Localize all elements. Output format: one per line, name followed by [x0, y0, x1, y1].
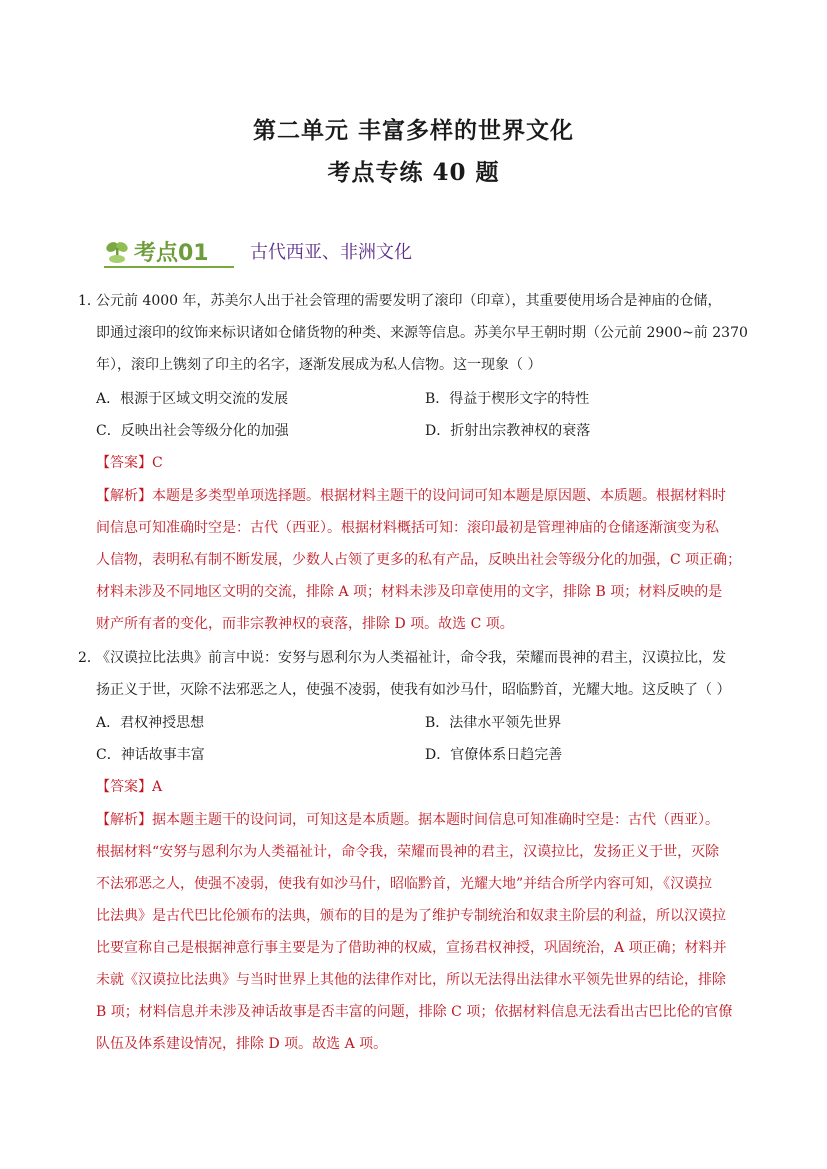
section-heading	[104, 232, 524, 268]
option-c: C．反映出社会等级分化的加强	[96, 423, 289, 439]
analysis-line: B 项；材料信息并未涉及神话故事是否丰富的问题，排除 C 项；依据材料信息无法看出古巴比伦的官僚	[96, 1004, 733, 1020]
analysis-line: 人信物，表明私有制不断发展，少数人占领了更多的私有产品，反映出社会等级分化的加强，C 项正确；	[96, 552, 742, 568]
analysis-line: 【解析】据本题主题干的设问词，可知这是本质题。据本题时间信息可知准确时空是：古代（西亚）。	[96, 812, 719, 828]
section-title: 古代西亚、非洲文化	[250, 242, 412, 263]
analysis-line: 比法典》是古代巴比伦颁布的法典，颁布的目的是为了维护专制统治和奴隶主阶层的利益，所以汉谟拉	[96, 908, 726, 924]
analysis-line: 【解析】本题是多类型单项选择题。根据材料主题干的设问词可知本题是原因题、本质题。根据材料时	[96, 488, 726, 504]
question-stem-line: 公元前 4000 年，苏美尔人出于社会管理的需要发明了滚印（印章），其重要使用场合是神庙的仓储，	[96, 293, 722, 309]
option-a: A．君权神授思想	[96, 715, 205, 731]
analysis-line: 未就《汉谟拉比法典》与当时世界上其他的法律作对比，所以无法得出法律水平领先世界的结论，排除	[96, 972, 726, 988]
answer-line: 【答案】A	[96, 779, 163, 795]
question-stem-line: 《汉谟拉比法典》前言中说：安努与恩利尔为人类福祉计，命令我，荣耀而畏神的君主，汉谟拉比，发	[96, 650, 726, 666]
analysis-line: 比要宣称自己是根据神意行事主要是为了借助神的权威，宣扬君权神授，巩固统治，A 项正确；材料并	[96, 940, 727, 956]
option-c: C．神话故事丰富	[96, 747, 205, 763]
page-subtitle: 考点专练 40 题	[327, 159, 500, 186]
option-b: B．法律水平领先世界	[425, 715, 562, 731]
question-number: 1．	[78, 293, 101, 309]
analysis-line: 间信息可知准确时空是：古代（西亚）。根据材料概括可知：滚印最初是管理神庙的仓储逐渐演变为私	[96, 520, 719, 536]
analysis-line: 根据材料“安努与恩利尔为人类福祉计，命令我，荣耀而畏神的君主，汉谟拉比，发扬正义于世，灭除	[96, 844, 720, 860]
sprout-icon	[104, 238, 130, 264]
section-divider	[104, 266, 234, 268]
analysis-line: 队伍及体系建设情况，排除 D 项。故选 A 项。	[96, 1036, 388, 1052]
section-badge-label: 考点01	[134, 241, 209, 266]
analysis-line: 财产所有者的变化，而非宗教神权的衰落，排除 D 项。故选 C 项。	[96, 616, 514, 632]
analysis-line: 材料未涉及不同地区文明的交流，排除 A 项；材料未涉及印章使用的文字，排除 B 项；材料反映的是	[96, 584, 723, 600]
section-badge	[104, 234, 234, 264]
option-d: D．折射出宗教神权的衰落	[425, 423, 591, 439]
question-stem-line: 扬正义于世，灭除不法邪恶之人，使强不凌弱，使我有如沙马什，昭临黔首，光耀大地。这反映了（ ）	[96, 682, 731, 698]
option-d: D．官僚体系日趋完善	[425, 747, 563, 763]
answer-line: 【答案】C	[96, 455, 163, 471]
option-b: B．得益于楔形文字的特性	[425, 391, 590, 407]
analysis-line: 不法邪恶之人，使强不凌弱，使我有如沙马什，昭临黔首，光耀大地”并结合所学内容可知，《汉谟拉	[96, 876, 713, 892]
question-number: 2．	[78, 650, 101, 666]
page-title: 第二单元 丰富多样的世界文化	[252, 117, 574, 144]
question-stem-line: 即通过滚印的纹饰来标识诸如仓储货物的种类、来源等信息。苏美尔早王朝时期（公元前 2900~前 2370	[96, 325, 748, 341]
question-stem-line: 年），滚印上镌刻了印主的名字，逐渐发展成为私人信物。这一现象（ ）	[96, 357, 542, 373]
option-a: A．根源于区域文明交流的发展	[96, 391, 289, 407]
